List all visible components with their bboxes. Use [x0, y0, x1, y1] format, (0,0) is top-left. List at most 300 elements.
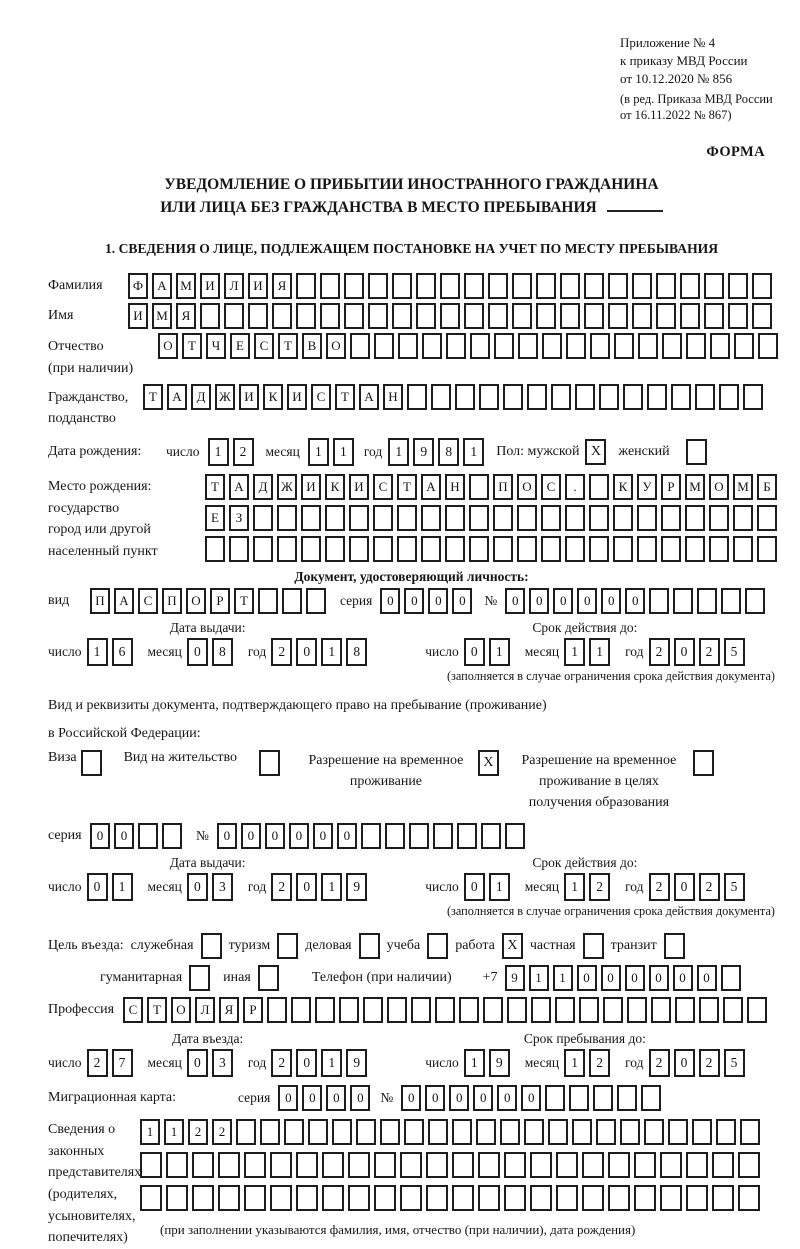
char-cell[interactable]: 1: [388, 438, 409, 466]
char-cell[interactable]: [325, 536, 345, 562]
char-cell[interactable]: 2: [87, 1049, 108, 1077]
char-cell[interactable]: [757, 505, 777, 531]
char-cell[interactable]: [138, 823, 158, 849]
char-cell[interactable]: [728, 303, 748, 329]
char-cell[interactable]: 1: [464, 1049, 485, 1077]
char-cell[interactable]: Т: [397, 474, 417, 500]
purpose-official-checkbox[interactable]: [201, 933, 222, 959]
char-cell[interactable]: Е: [205, 505, 225, 531]
char-cell[interactable]: [734, 333, 754, 359]
char-cell[interactable]: [218, 1152, 240, 1178]
char-cell[interactable]: [548, 1119, 568, 1145]
char-cell[interactable]: Т: [234, 588, 254, 614]
char-cell[interactable]: 3: [212, 1049, 233, 1077]
char-cell[interactable]: [459, 997, 479, 1023]
char-cell[interactable]: И: [248, 273, 268, 299]
char-cell[interactable]: 2: [271, 873, 292, 901]
char-cell[interactable]: [344, 303, 364, 329]
char-cell[interactable]: Я: [176, 303, 196, 329]
purpose-humanitarian-checkbox[interactable]: [189, 965, 210, 991]
char-cell[interactable]: [593, 1085, 613, 1111]
char-cell[interactable]: [599, 384, 619, 410]
char-cell[interactable]: А: [152, 273, 172, 299]
char-cell[interactable]: [517, 536, 537, 562]
char-cell[interactable]: П: [162, 588, 182, 614]
char-cell[interactable]: [200, 303, 220, 329]
char-cell[interactable]: [373, 505, 393, 531]
char-cell[interactable]: 2: [699, 1049, 720, 1077]
char-cell[interactable]: А: [421, 474, 441, 500]
char-cell[interactable]: 0: [380, 588, 400, 614]
char-cell[interactable]: К: [325, 474, 345, 500]
char-cell[interactable]: [651, 997, 671, 1023]
char-cell[interactable]: 8: [346, 638, 367, 666]
char-cell[interactable]: [536, 273, 556, 299]
char-cell[interactable]: 0: [553, 588, 573, 614]
char-cell[interactable]: 0: [452, 588, 472, 614]
char-cell[interactable]: 5: [724, 638, 745, 666]
char-cell[interactable]: [603, 997, 623, 1023]
char-cell[interactable]: [385, 823, 405, 849]
char-cell[interactable]: 1: [489, 873, 510, 901]
char-cell[interactable]: 0: [697, 965, 717, 991]
char-cell[interactable]: [416, 273, 436, 299]
char-cell[interactable]: [267, 997, 287, 1023]
char-cell[interactable]: [205, 536, 225, 562]
char-cell[interactable]: 2: [233, 438, 254, 466]
char-cell[interactable]: [431, 384, 451, 410]
char-cell[interactable]: [398, 333, 418, 359]
char-cell[interactable]: 1: [333, 438, 354, 466]
char-cell[interactable]: [296, 303, 316, 329]
char-cell[interactable]: [422, 333, 442, 359]
char-cell[interactable]: [662, 333, 682, 359]
char-cell[interactable]: 1: [87, 638, 108, 666]
char-cell[interactable]: [555, 997, 575, 1023]
char-cell[interactable]: [647, 384, 667, 410]
char-cell[interactable]: 0: [601, 965, 621, 991]
char-cell[interactable]: 0: [649, 965, 669, 991]
char-cell[interactable]: [301, 536, 321, 562]
char-cell[interactable]: [632, 303, 652, 329]
char-cell[interactable]: 2: [649, 1049, 670, 1077]
char-cell[interactable]: [685, 536, 705, 562]
char-cell[interactable]: [556, 1152, 578, 1178]
char-cell[interactable]: [638, 333, 658, 359]
char-cell[interactable]: [710, 333, 730, 359]
char-cell[interactable]: О: [517, 474, 537, 500]
char-cell[interactable]: 0: [674, 638, 695, 666]
char-cell[interactable]: Л: [195, 997, 215, 1023]
char-cell[interactable]: [349, 536, 369, 562]
char-cell[interactable]: 0: [577, 588, 597, 614]
char-cell[interactable]: У: [637, 474, 657, 500]
char-cell[interactable]: [632, 273, 652, 299]
char-cell[interactable]: [469, 474, 489, 500]
char-cell[interactable]: [411, 997, 431, 1023]
char-cell[interactable]: 9: [346, 873, 367, 901]
char-cell[interactable]: 6: [112, 638, 133, 666]
char-cell[interactable]: 0: [87, 873, 108, 901]
char-cell[interactable]: [483, 997, 503, 1023]
char-cell[interactable]: [368, 273, 388, 299]
char-cell[interactable]: [721, 965, 741, 991]
char-cell[interactable]: [452, 1185, 474, 1211]
char-cell[interactable]: С: [254, 333, 274, 359]
char-cell[interactable]: [551, 384, 571, 410]
char-cell[interactable]: [634, 1152, 656, 1178]
char-cell[interactable]: [752, 303, 772, 329]
temp-residence-checkbox[interactable]: X: [478, 750, 499, 776]
char-cell[interactable]: 1: [553, 965, 573, 991]
char-cell[interactable]: А: [359, 384, 379, 410]
char-cell[interactable]: С: [123, 997, 143, 1023]
char-cell[interactable]: [531, 997, 551, 1023]
char-cell[interactable]: [493, 505, 513, 531]
char-cell[interactable]: [488, 273, 508, 299]
char-cell[interactable]: М: [176, 273, 196, 299]
char-cell[interactable]: 0: [404, 588, 424, 614]
char-cell[interactable]: [392, 303, 412, 329]
char-cell[interactable]: [572, 1119, 592, 1145]
char-cell[interactable]: 1: [489, 638, 510, 666]
char-cell[interactable]: А: [167, 384, 187, 410]
temp-residence-education-checkbox[interactable]: [693, 750, 714, 776]
char-cell[interactable]: 2: [649, 873, 670, 901]
char-cell[interactable]: Ж: [215, 384, 235, 410]
char-cell[interactable]: 1: [164, 1119, 184, 1145]
char-cell[interactable]: С: [541, 474, 561, 500]
char-cell[interactable]: [162, 823, 182, 849]
char-cell[interactable]: [320, 303, 340, 329]
char-cell[interactable]: [421, 536, 441, 562]
char-cell[interactable]: 0: [673, 965, 693, 991]
char-cell[interactable]: [400, 1185, 422, 1211]
char-cell[interactable]: 0: [625, 965, 645, 991]
char-cell[interactable]: [589, 474, 609, 500]
char-cell[interactable]: 7: [112, 1049, 133, 1077]
char-cell[interactable]: [661, 505, 681, 531]
char-cell[interactable]: 2: [271, 638, 292, 666]
char-cell[interactable]: [248, 303, 268, 329]
char-cell[interactable]: О: [171, 997, 191, 1023]
char-cell[interactable]: 0: [521, 1085, 541, 1111]
char-cell[interactable]: Т: [182, 333, 202, 359]
char-cell[interactable]: Р: [210, 588, 230, 614]
char-cell[interactable]: [363, 997, 383, 1023]
char-cell[interactable]: [692, 1119, 712, 1145]
char-cell[interactable]: [296, 1185, 318, 1211]
char-cell[interactable]: [673, 588, 693, 614]
char-cell[interactable]: [524, 1119, 544, 1145]
char-cell[interactable]: 0: [577, 965, 597, 991]
char-cell[interactable]: П: [90, 588, 110, 614]
residence-permit-checkbox[interactable]: [259, 750, 280, 776]
char-cell[interactable]: 0: [337, 823, 357, 849]
char-cell[interactable]: Д: [191, 384, 211, 410]
char-cell[interactable]: Л: [224, 273, 244, 299]
char-cell[interactable]: 1: [112, 873, 133, 901]
char-cell[interactable]: 0: [217, 823, 237, 849]
char-cell[interactable]: [374, 1185, 396, 1211]
char-cell[interactable]: [541, 536, 561, 562]
char-cell[interactable]: Р: [243, 997, 263, 1023]
gender-male-checkbox[interactable]: X: [585, 439, 606, 465]
char-cell[interactable]: [617, 1085, 637, 1111]
char-cell[interactable]: О: [709, 474, 729, 500]
char-cell[interactable]: [608, 273, 628, 299]
char-cell[interactable]: [291, 997, 311, 1023]
char-cell[interactable]: [332, 1119, 352, 1145]
char-cell[interactable]: В: [302, 333, 322, 359]
char-cell[interactable]: [452, 1152, 474, 1178]
char-cell[interactable]: 1: [463, 438, 484, 466]
char-cell[interactable]: [738, 1185, 760, 1211]
char-cell[interactable]: Н: [445, 474, 465, 500]
char-cell[interactable]: 0: [428, 588, 448, 614]
char-cell[interactable]: [530, 1152, 552, 1178]
char-cell[interactable]: 1: [564, 638, 585, 666]
char-cell[interactable]: [320, 273, 340, 299]
char-cell[interactable]: [716, 1119, 736, 1145]
purpose-tourism-checkbox[interactable]: [277, 933, 298, 959]
char-cell[interactable]: [478, 1185, 500, 1211]
char-cell[interactable]: [545, 1085, 565, 1111]
char-cell[interactable]: 0: [187, 1049, 208, 1077]
char-cell[interactable]: [392, 273, 412, 299]
char-cell[interactable]: [709, 505, 729, 531]
char-cell[interactable]: [272, 303, 292, 329]
char-cell[interactable]: [745, 588, 765, 614]
char-cell[interactable]: [680, 273, 700, 299]
char-cell[interactable]: [322, 1152, 344, 1178]
char-cell[interactable]: [315, 997, 335, 1023]
char-cell[interactable]: [505, 823, 525, 849]
char-cell[interactable]: [565, 536, 585, 562]
char-cell[interactable]: 2: [589, 1049, 610, 1077]
visa-checkbox[interactable]: [81, 750, 102, 776]
char-cell[interactable]: 2: [699, 638, 720, 666]
char-cell[interactable]: 0: [497, 1085, 517, 1111]
char-cell[interactable]: [743, 384, 763, 410]
char-cell[interactable]: [733, 505, 753, 531]
char-cell[interactable]: П: [493, 474, 513, 500]
char-cell[interactable]: [493, 536, 513, 562]
char-cell[interactable]: А: [114, 588, 134, 614]
char-cell[interactable]: [620, 1119, 640, 1145]
char-cell[interactable]: Д: [253, 474, 273, 500]
char-cell[interactable]: [584, 303, 604, 329]
char-cell[interactable]: [481, 823, 501, 849]
char-cell[interactable]: Н: [383, 384, 403, 410]
char-cell[interactable]: Т: [278, 333, 298, 359]
char-cell[interactable]: [440, 273, 460, 299]
purpose-other-checkbox[interactable]: [258, 965, 279, 991]
char-cell[interactable]: [685, 505, 705, 531]
char-cell[interactable]: [409, 823, 429, 849]
char-cell[interactable]: [589, 505, 609, 531]
char-cell[interactable]: [697, 588, 717, 614]
char-cell[interactable]: [397, 536, 417, 562]
char-cell[interactable]: [470, 333, 490, 359]
char-cell[interactable]: [455, 384, 475, 410]
char-cell[interactable]: [649, 588, 669, 614]
char-cell[interactable]: 0: [90, 823, 110, 849]
char-cell[interactable]: 2: [649, 638, 670, 666]
char-cell[interactable]: 0: [289, 823, 309, 849]
char-cell[interactable]: 0: [464, 873, 485, 901]
char-cell[interactable]: [623, 384, 643, 410]
char-cell[interactable]: [361, 823, 381, 849]
gender-female-checkbox[interactable]: [686, 439, 707, 465]
char-cell[interactable]: 1: [321, 873, 342, 901]
char-cell[interactable]: 0: [529, 588, 549, 614]
title-blank-line[interactable]: [607, 199, 663, 212]
char-cell[interactable]: [671, 384, 691, 410]
char-cell[interactable]: [356, 1119, 376, 1145]
char-cell[interactable]: [527, 384, 547, 410]
char-cell[interactable]: [656, 273, 676, 299]
char-cell[interactable]: [350, 333, 370, 359]
char-cell[interactable]: 9: [489, 1049, 510, 1077]
char-cell[interactable]: Б: [757, 474, 777, 500]
char-cell[interactable]: [253, 505, 273, 531]
char-cell[interactable]: [541, 505, 561, 531]
char-cell[interactable]: [637, 536, 657, 562]
char-cell[interactable]: [675, 997, 695, 1023]
char-cell[interactable]: [322, 1185, 344, 1211]
char-cell[interactable]: [469, 536, 489, 562]
char-cell[interactable]: [695, 384, 715, 410]
char-cell[interactable]: 0: [473, 1085, 493, 1111]
char-cell[interactable]: [166, 1152, 188, 1178]
char-cell[interactable]: Е: [230, 333, 250, 359]
char-cell[interactable]: [728, 273, 748, 299]
char-cell[interactable]: [589, 536, 609, 562]
char-cell[interactable]: [644, 1119, 664, 1145]
char-cell[interactable]: 0: [674, 873, 695, 901]
char-cell[interactable]: [445, 505, 465, 531]
char-cell[interactable]: И: [239, 384, 259, 410]
purpose-transit-checkbox[interactable]: [664, 933, 685, 959]
char-cell[interactable]: Т: [335, 384, 355, 410]
char-cell[interactable]: [613, 505, 633, 531]
char-cell[interactable]: 3: [212, 873, 233, 901]
char-cell[interactable]: [719, 384, 739, 410]
char-cell[interactable]: [686, 1185, 708, 1211]
char-cell[interactable]: [500, 1119, 520, 1145]
char-cell[interactable]: 1: [321, 1049, 342, 1077]
char-cell[interactable]: [244, 1152, 266, 1178]
char-cell[interactable]: И: [200, 273, 220, 299]
char-cell[interactable]: [686, 1152, 708, 1178]
char-cell[interactable]: [306, 588, 326, 614]
char-cell[interactable]: [582, 1185, 604, 1211]
char-cell[interactable]: [349, 505, 369, 531]
char-cell[interactable]: [407, 384, 427, 410]
char-cell[interactable]: З: [229, 505, 249, 531]
char-cell[interactable]: Я: [219, 997, 239, 1023]
char-cell[interactable]: [479, 384, 499, 410]
char-cell[interactable]: [373, 536, 393, 562]
char-cell[interactable]: [686, 333, 706, 359]
char-cell[interactable]: 1: [564, 873, 585, 901]
char-cell[interactable]: [575, 384, 595, 410]
char-cell[interactable]: [488, 303, 508, 329]
char-cell[interactable]: [236, 1119, 256, 1145]
char-cell[interactable]: [556, 1185, 578, 1211]
char-cell[interactable]: [680, 303, 700, 329]
char-cell[interactable]: [270, 1152, 292, 1178]
char-cell[interactable]: [464, 303, 484, 329]
char-cell[interactable]: 0: [296, 638, 317, 666]
char-cell[interactable]: М: [733, 474, 753, 500]
char-cell[interactable]: О: [326, 333, 346, 359]
char-cell[interactable]: И: [128, 303, 148, 329]
char-cell[interactable]: [446, 333, 466, 359]
char-cell[interactable]: С: [311, 384, 331, 410]
char-cell[interactable]: [404, 1119, 424, 1145]
char-cell[interactable]: [440, 303, 460, 329]
char-cell[interactable]: [426, 1152, 448, 1178]
char-cell[interactable]: [530, 1185, 552, 1211]
char-cell[interactable]: [740, 1119, 760, 1145]
purpose-business-checkbox[interactable]: [359, 933, 380, 959]
char-cell[interactable]: [348, 1185, 370, 1211]
char-cell[interactable]: [308, 1119, 328, 1145]
char-cell[interactable]: [258, 588, 278, 614]
char-cell[interactable]: [721, 588, 741, 614]
char-cell[interactable]: М: [152, 303, 172, 329]
char-cell[interactable]: [416, 303, 436, 329]
char-cell[interactable]: [704, 303, 724, 329]
char-cell[interactable]: .: [565, 474, 585, 500]
char-cell[interactable]: [478, 1152, 500, 1178]
char-cell[interactable]: [712, 1185, 734, 1211]
char-cell[interactable]: [733, 536, 753, 562]
char-cell[interactable]: 0: [187, 638, 208, 666]
char-cell[interactable]: [469, 505, 489, 531]
char-cell[interactable]: [344, 273, 364, 299]
char-cell[interactable]: 0: [425, 1085, 445, 1111]
purpose-study-checkbox[interactable]: [427, 933, 448, 959]
char-cell[interactable]: [517, 505, 537, 531]
char-cell[interactable]: 0: [505, 588, 525, 614]
char-cell[interactable]: [476, 1119, 496, 1145]
char-cell[interactable]: [192, 1152, 214, 1178]
char-cell[interactable]: [504, 1152, 526, 1178]
char-cell[interactable]: 0: [265, 823, 285, 849]
char-cell[interactable]: 0: [674, 1049, 695, 1077]
char-cell[interactable]: 0: [296, 1049, 317, 1077]
char-cell[interactable]: 0: [296, 873, 317, 901]
char-cell[interactable]: 5: [724, 1049, 745, 1077]
char-cell[interactable]: [296, 1152, 318, 1178]
char-cell[interactable]: [569, 1085, 589, 1111]
char-cell[interactable]: [596, 1119, 616, 1145]
char-cell[interactable]: Ж: [277, 474, 297, 500]
char-cell[interactable]: 0: [114, 823, 134, 849]
char-cell[interactable]: [656, 303, 676, 329]
char-cell[interactable]: [400, 1152, 422, 1178]
char-cell[interactable]: [277, 505, 297, 531]
char-cell[interactable]: 0: [464, 638, 485, 666]
char-cell[interactable]: 9: [505, 965, 525, 991]
char-cell[interactable]: [608, 303, 628, 329]
char-cell[interactable]: [709, 536, 729, 562]
char-cell[interactable]: 0: [241, 823, 261, 849]
char-cell[interactable]: [579, 997, 599, 1023]
